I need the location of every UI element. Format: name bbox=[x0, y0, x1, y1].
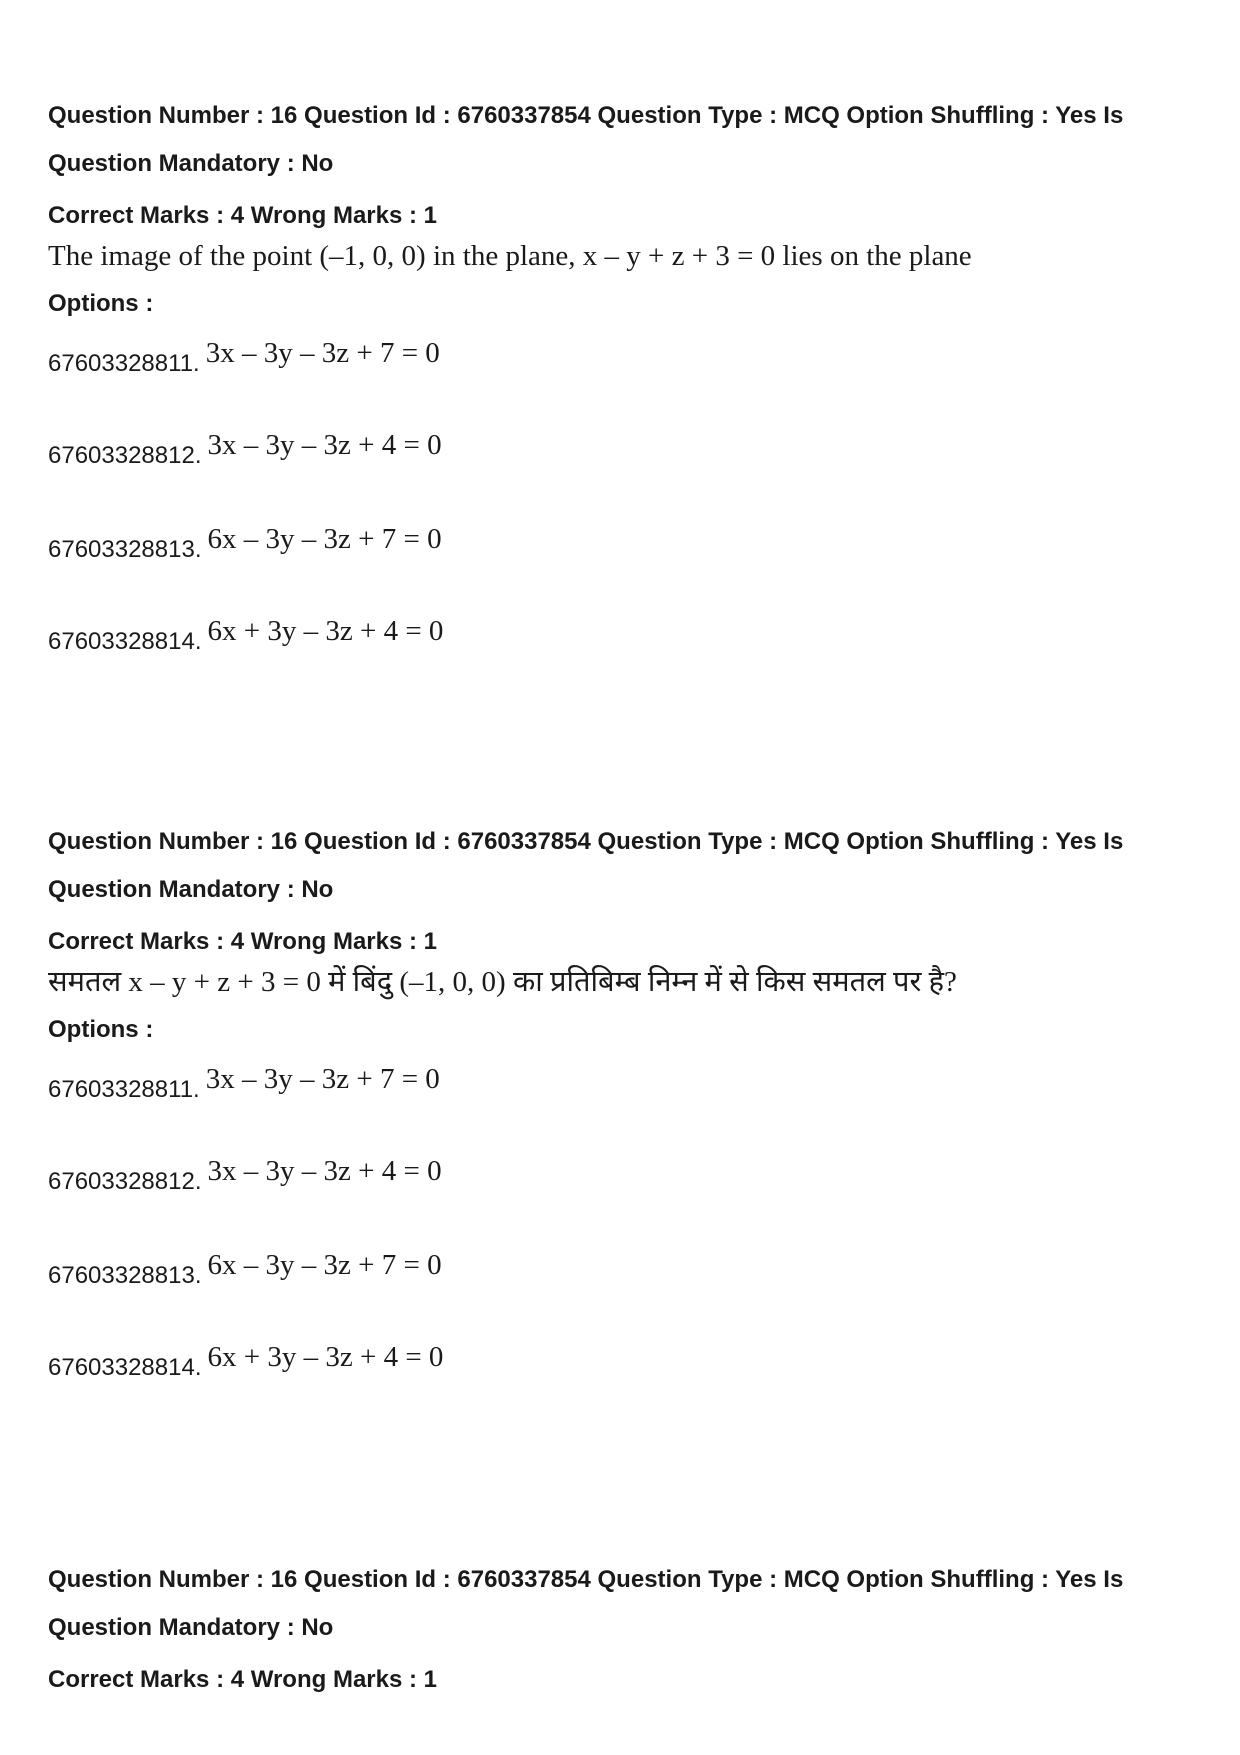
option-item bbox=[48, 514, 442, 564]
option-equation: 3x – 3y – 3z + 7 = 0 bbox=[205, 337, 440, 369]
options-list bbox=[48, 1054, 1208, 1384]
option-item bbox=[48, 1332, 443, 1382]
option-id: 67603328814. bbox=[48, 1354, 202, 1381]
question-marks: Correct Marks : 4 Wrong Marks : 1 bbox=[48, 202, 438, 229]
option-equation: 6x – 3y – 3z + 7 = 0 bbox=[207, 523, 442, 555]
option-equation: 3x – 3y – 3z + 7 = 0 bbox=[205, 1063, 440, 1095]
question-meta: Question Number : 16 Question Id : 6760337854 Question Type : MCQ Option Shuffling : Yes Is bbox=[48, 828, 1124, 855]
option-id: 67603328812. bbox=[48, 442, 202, 469]
option-equation: 6x + 3y – 3z + 4 = 0 bbox=[207, 615, 444, 647]
option-item bbox=[48, 1240, 442, 1290]
option-id: 67603328814. bbox=[48, 628, 202, 655]
question-mandatory: Question Mandatory : No bbox=[48, 150, 334, 177]
option-id: 67603328813. bbox=[48, 536, 202, 563]
option-equation: 6x + 3y – 3z + 4 = 0 bbox=[207, 1341, 444, 1373]
question-text: The image of the point (–1, 0, 0) in the plane, x – y + z + 3 = 0 lies on the plane bbox=[48, 240, 972, 272]
option-item bbox=[48, 1054, 440, 1104]
option-id: 67603328811. bbox=[48, 350, 200, 377]
options-list bbox=[48, 328, 1208, 658]
option-equation: 3x – 3y – 3z + 4 = 0 bbox=[207, 429, 442, 461]
option-item bbox=[48, 606, 443, 656]
option-item bbox=[48, 420, 442, 470]
question-text: समतल x – y + z + 3 = 0 में बिंदु (–1, 0, 0) का प्रतिबिम्ब निम्न में से किस समतल पर है? bbox=[48, 966, 957, 998]
option-equation: 3x – 3y – 3z + 4 = 0 bbox=[207, 1155, 442, 1187]
options-label: Options : bbox=[48, 290, 154, 317]
option-id: 67603328812. bbox=[48, 1168, 202, 1195]
option-item bbox=[48, 1146, 442, 1196]
option-item bbox=[48, 328, 440, 378]
question-meta: Question Number : 16 Question Id : 6760337854 Question Type : MCQ Option Shuffling : Yes Is bbox=[48, 102, 1124, 129]
question-marks: Correct Marks : 4 Wrong Marks : 1 bbox=[48, 928, 438, 955]
option-id: 67603328811. bbox=[48, 1076, 200, 1103]
question-mandatory: Question Mandatory : No bbox=[48, 1614, 334, 1641]
question-meta: Question Number : 16 Question Id : 6760337854 Question Type : MCQ Option Shuffling : Yes Is bbox=[48, 1566, 1124, 1593]
option-equation: 6x – 3y – 3z + 7 = 0 bbox=[207, 1249, 442, 1281]
question-block bbox=[48, 1556, 1208, 1700]
question-block bbox=[48, 818, 1208, 1384]
option-id: 67603328813. bbox=[48, 1262, 202, 1289]
question-marks: Correct Marks : 4 Wrong Marks : 1 bbox=[48, 1666, 438, 1693]
question-mandatory: Question Mandatory : No bbox=[48, 876, 334, 903]
question-block bbox=[48, 92, 1208, 658]
options-label: Options : bbox=[48, 1016, 154, 1043]
